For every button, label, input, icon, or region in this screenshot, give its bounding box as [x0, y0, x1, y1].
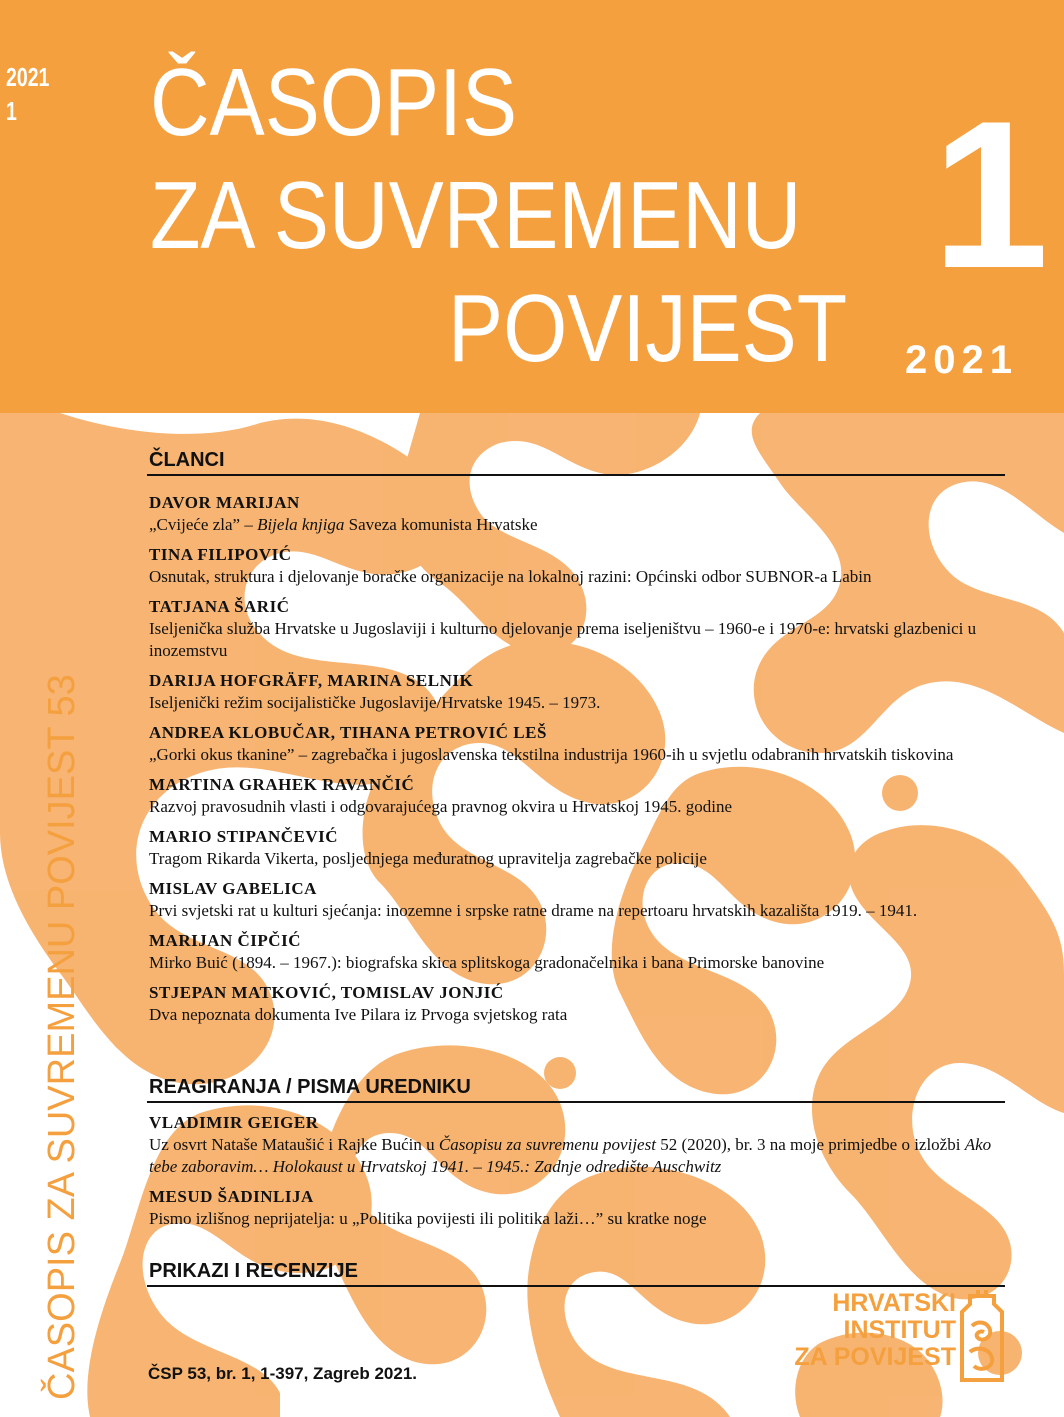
section-title-reviews: PRIKAZI I RECENZIJE: [149, 1260, 358, 1282]
institute-tower-icon: [958, 1290, 1006, 1382]
reply-entry: [149, 1112, 999, 1178]
article-entry: [149, 544, 999, 588]
publisher-name: HRVATSKI INSTITUT ZA POVIJEST: [794, 1289, 956, 1371]
article-author: MARIO STIPANČEVIĆ: [149, 827, 339, 846]
article-author: ANDREA KLOBUČAR, TIHANA PETROVIĆ LEŠ: [149, 723, 547, 742]
section-title-articles: ČLANCI: [149, 449, 225, 471]
article-author: TINA FILIPOVIĆ: [149, 545, 292, 564]
article-title: Osnutak, struktura i djelovanje boračke organizacije na lokalnoj razini: Općinski odbor SUBNOR-a Labin: [149, 567, 872, 586]
article-author: DARIJA HOFGRÄFF, MARINA SELNIK: [149, 671, 474, 690]
article-entry: [149, 596, 999, 662]
journal-title-line-1: ČASOPIS: [150, 49, 518, 156]
citation-footer: ČSP 53, br. 1, 1-397, Zagreb 2021.: [148, 1364, 418, 1383]
journal-title-line-2: ZA SUVREMENU: [150, 162, 802, 269]
article-title: „Gorki okus tkanine” – zagrebačka i jugoslavenska tekstilna industrija 1960-ih u svjetlu odabranih hrvatskih tiskovina: [149, 745, 954, 764]
article-title: Razvoj pravosudnih vlasti i odgovarajućega pravnog okvira u Hrvatskoj 1945. godine: [149, 797, 733, 816]
reply-title: Uz osvrt Nataše Mataušić i Rajke Bućin u Časopisu za suvremenu povijest 52 (2020), br. 3 na moje primjedbe o izložbi Ako tebe zaboravim… Holokaust u Hrvatskoj 1941. – 1945.: Zadnje odredište Auschwitz: [149, 1135, 992, 1176]
article-entry: [149, 930, 999, 974]
article-author: MISLAV GABELICA: [149, 879, 317, 898]
issue-number: 1: [932, 77, 1049, 312]
article-entry: [149, 878, 999, 922]
article-title: Iseljenička služba Hrvatske u Jugoslaviji i kulturno djelovanje prema iseljeništvu – 1960-e i 1970-e: hrvatski glazbenici u inozemstvu: [149, 619, 977, 660]
reply-author: VLADIMIR GEIGER: [149, 1113, 319, 1132]
article-entry: [149, 982, 999, 1026]
section-divider: [147, 1285, 1005, 1287]
article-title: Tragom Rikarda Vikerta, posljednjega međuratnog upravitelja zagrebačke policije: [149, 849, 707, 868]
section-divider: [147, 474, 1005, 476]
article-entry: [149, 826, 999, 870]
article-author: STJEPAN MATKOVIĆ, TOMISLAV JONJIĆ: [149, 983, 504, 1002]
article-title: Mirko Buić (1894. – 1967.): biografska skica splitskoga gradonačelnika i bana Primorske banovine: [149, 953, 825, 972]
cover-header: [0, 0, 1064, 413]
spine-title: ČASOPIS ZA SUVREMENU POVIJEST 53: [41, 674, 83, 1400]
article-title: „Cvijeće zla” – Bijela knjiga Saveza komunista Hrvatske: [149, 515, 538, 534]
article-entry: [149, 774, 999, 818]
article-author: TATJANA ŠARIĆ: [149, 597, 290, 616]
article-title: Prvi svjetski rat u kulturi sjećanja: inozemne i srpske ratne drame na repertoaru hrvatskih kazališta 1919. – 1941.: [149, 901, 918, 920]
section-divider: [147, 1101, 1005, 1103]
reply-title: Pismo izlišnog neprijatelja: u „Politika povijesti ili politika laži…” su kratke noge: [149, 1209, 707, 1228]
article-author: DAVOR MARIJAN: [149, 493, 300, 512]
reply-entry: [149, 1186, 999, 1230]
article-entry: [149, 670, 999, 714]
article-entry: [149, 722, 999, 766]
article-title: Iseljenički režim socijalističke Jugoslavije/Hrvatske 1945. – 1973.: [149, 693, 601, 712]
corner-issue: 1: [6, 96, 17, 126]
article-author: MARTINA GRAHEK RAVANČIĆ: [149, 775, 415, 794]
article-author: MARIJAN ČIPČIĆ: [149, 931, 301, 950]
issue-year: 2021: [905, 338, 1018, 382]
articles-list: [149, 492, 999, 1034]
journal-title-line-3: POVIJEST: [448, 275, 848, 382]
replies-list: [149, 1112, 999, 1238]
section-title-replies: REAGIRANJA / PISMA UREDNIKU: [149, 1076, 471, 1098]
corner-issue-info: [6, 60, 49, 128]
reply-author: MESUD ŠADINLIJA: [149, 1187, 314, 1206]
article-entry: [149, 492, 999, 536]
corner-year: 2021: [6, 62, 50, 92]
article-title: Dva nepoznata dokumenta Ive Pilara iz Prvoga svjetskog rata: [149, 1005, 568, 1024]
